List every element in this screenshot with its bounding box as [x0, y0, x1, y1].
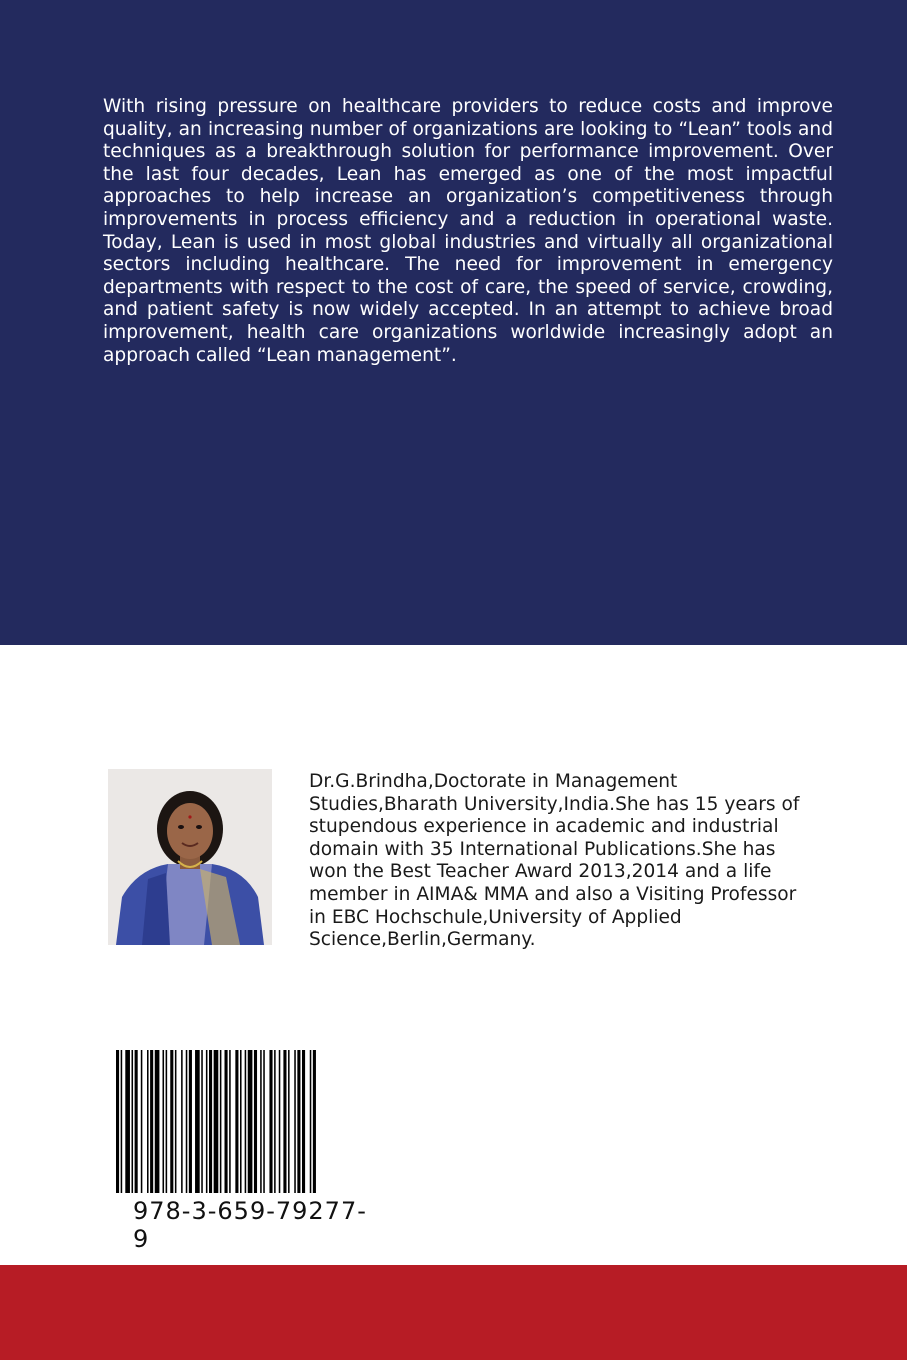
barcode-bar — [163, 1050, 165, 1193]
barcode-bar — [121, 1050, 123, 1193]
barcode-bar — [245, 1050, 247, 1193]
barcode-bar — [260, 1050, 262, 1193]
bio-line: in EBC Hochschule,University of Applied — [309, 906, 682, 928]
back-cover-top-panel — [0, 0, 907, 645]
bio-line: Dr.G.Brindha,Doctorate in Management — [309, 771, 678, 792]
barcode-bar — [225, 1050, 228, 1193]
barcode-bar — [254, 1050, 257, 1193]
book-blurb: With rising pressure on healthcare providers to reduce costs and improve quality, an increasing number of organizations are looking to “Lean” tools and techniques as a breakthrough solution for performance improvement. Over the last four decades, Lean has emerged as one of the most impactful approaches to help increase an organization’s competitiveness through improvements in process efficiency and a reduction in operational waste. Today, Lean is used in most global industries and virtually all organizational sectors including healthcare. The need for improvement in emergency departments with respect to the cost of care, the speed of service, crowding, and patient safety is now widely accepted. In an attempt to achieve broad improvement, health care organizations worldwide increasingly adopt an approach called “Lean management”. — [103, 96, 833, 366]
barcode-bar — [220, 1050, 222, 1193]
barcode-bar — [135, 1050, 138, 1193]
bottom-red-band — [0, 1265, 907, 1360]
author-bio — [309, 771, 839, 952]
barcode-bar — [175, 1050, 177, 1193]
bio-line: domain with 35 International Publications.She has — [309, 838, 776, 860]
barcode-bar — [235, 1050, 238, 1193]
barcode-bar — [209, 1050, 212, 1193]
barcode-bar — [302, 1050, 305, 1193]
barcode-bar — [313, 1050, 316, 1193]
barcode-bar — [195, 1050, 200, 1193]
barcode-bar — [166, 1050, 168, 1193]
barcode-bar — [248, 1050, 253, 1193]
barcode-bar — [206, 1050, 208, 1193]
barcode-bar — [283, 1050, 286, 1193]
barcode-bar — [269, 1050, 272, 1193]
barcode-bar — [274, 1050, 276, 1193]
barcode-bar — [150, 1050, 153, 1193]
barcode-bar — [186, 1050, 188, 1193]
barcode-bar — [263, 1050, 265, 1193]
barcode-bar — [240, 1050, 242, 1193]
isbn-number: 978-3-659-79277-9 — [133, 1197, 367, 1253]
barcode-bar — [288, 1050, 290, 1193]
barcode-bar — [116, 1050, 119, 1193]
bio-line: won the Best Teacher Award 2013,2014 and a life — [309, 861, 772, 883]
barcode-bar — [155, 1050, 160, 1193]
bio-line: member in AIMA& MMA and also a Visiting Professor — [309, 883, 797, 905]
bio-line: Science,Berlin,Germany. — [309, 929, 536, 951]
barcode-bar — [294, 1050, 296, 1193]
barcode-bar — [147, 1050, 149, 1193]
barcode-bar — [297, 1050, 300, 1193]
barcode-bar — [214, 1050, 219, 1193]
author-portrait-icon — [108, 769, 272, 945]
barcode-bar — [310, 1050, 312, 1193]
barcode-bar — [229, 1050, 231, 1193]
barcode-bar — [141, 1050, 143, 1193]
bio-line: Studies,Bharath University,India.She has 15 years of — [309, 793, 800, 815]
barcode-bar — [125, 1050, 130, 1193]
bio-line: stupendous experience in academic and industrial — [309, 816, 779, 838]
barcode-bar — [170, 1050, 173, 1193]
barcode-bar — [201, 1050, 203, 1193]
barcode-bar — [181, 1050, 183, 1193]
barcode-bar — [132, 1050, 134, 1193]
barcode-bar — [279, 1050, 281, 1193]
barcode-bar — [189, 1050, 192, 1193]
barcode-icon — [116, 1050, 382, 1193]
